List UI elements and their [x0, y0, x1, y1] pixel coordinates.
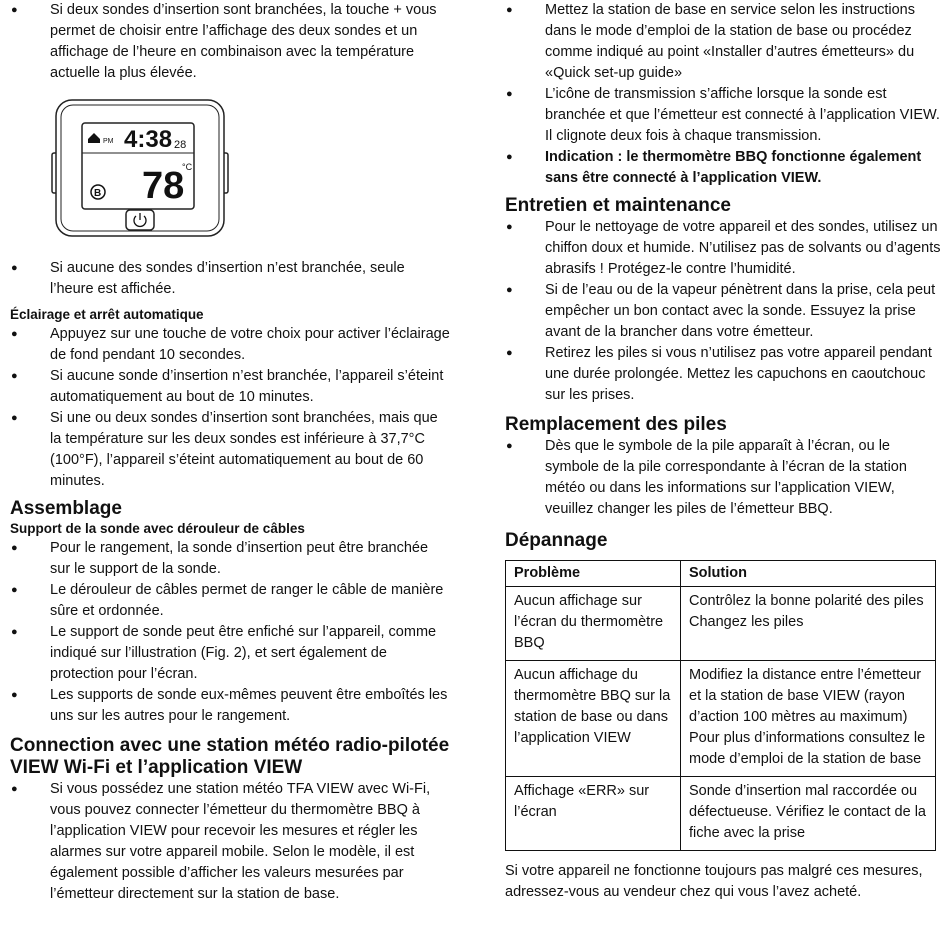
list-item: ● Si aucune sonde d’insertion n’est branchée, l’appareil s’éteint automatiquement au bout de 10 minutes. — [10, 366, 450, 408]
connection-list — [10, 779, 450, 905]
right-column — [505, 0, 942, 903]
list-item: ● Pour le nettoyage de votre appareil et des sondes, utilisez un chiffon doux et humide. N’utilisez pas de solvants ou d’agents abrasifs ! Protégez-le contre l’humidité. — [505, 217, 942, 280]
assembly-subheading: Support de la sonde avec dérouleur de câbles — [10, 521, 305, 536]
thermometer-illustration — [50, 98, 450, 248]
list-item: ● Le support de sonde peut être enfiché sur l’appareil, comme indiqué sur l’illustration (Fig. 2), et sert également de protection pour l’écran. — [10, 622, 450, 685]
troubleshooting-footer: Si votre appareil ne fonctionne toujours pas malgré ces mesures, adressez-vous au vendeur chez qui vous l’avez acheté. — [505, 863, 923, 900]
list-item: ● Le dérouleur de câbles permet de ranger le câble de manière sûre et ordonnée. — [10, 580, 450, 622]
pm-label: PM — [103, 138, 114, 145]
list-item: ● Si une ou deux sondes d’insertion sont branchées, mais que la température sur les deux sondes est inférieure à 37,7°C (100°F), l’appareil s’éteint automatiquement au bout de 60 minutes. — [10, 408, 450, 492]
list-item: ● Mettez la station de base en service selon les instructions dans le mode d’emploi de la station de base ou procédez comme indiqué au point «Installer d’autres émetteurs» du «Quick set-up guide» — [505, 0, 942, 84]
setup-list — [505, 0, 942, 189]
probe-label: B — [94, 188, 102, 199]
troubleshooting-heading: Dépannage — [505, 530, 608, 551]
list-item: ● L’icône de transmission s’affiche lorsque la sonde est branchée et que l’émetteur est connecté à l’application VIEW. Il clignote deux fois à chaque transmission. — [505, 84, 942, 147]
left-column — [10, 0, 450, 905]
thermometer-device-image — [50, 98, 230, 248]
time-readout: 4:38 — [124, 126, 173, 153]
assembly-heading: Assemblage — [10, 498, 122, 519]
table-row — [506, 777, 936, 851]
unit-label: °C — [182, 162, 193, 172]
list-item: ● Les supports de sonde eux-mêmes peuvent être emboîtés les uns sur les autres pour le rangement. — [10, 685, 450, 727]
solution-cell: Contrôlez la bonne polarité des piles Changez les piles — [681, 587, 936, 661]
solution-cell: Modifiez la distance entre l’émetteur et la station de base VIEW (rayon d’action 100 mètres au maximum) Pour plus d’informations consultez le mode d’emploi de la station de base — [681, 661, 936, 777]
list-item: ● Indication : le thermomètre BBQ fonctionne également sans être connecté à l’application VIEW. — [505, 147, 942, 189]
list-item: ● Si aucune des sondes d’insertion n’est branchée, seule l’heure est affichée. — [10, 258, 450, 300]
intro-list — [10, 0, 450, 84]
problem-cell: Aucun affichage du thermomètre BBQ sur la station de base ou dans l’application VIEW — [506, 661, 681, 777]
lighting-list — [10, 324, 450, 492]
list-item: ● Dès que le symbole de la pile apparaît à l’écran, ou le symbole de la pile correspondante à l’écran de la station météo ou dans les informations sur l’application VIEW, veuillez changer les piles de l’émetteur BBQ. — [505, 436, 942, 520]
table-row — [506, 661, 936, 777]
column-header-solution: Solution — [681, 561, 936, 587]
list-item: ● Pour le rangement, la sonde d’insertion peut être branchée sur le support de la sonde. — [10, 538, 450, 580]
maintenance-list — [505, 217, 942, 406]
maintenance-heading: Entretien et maintenance — [505, 195, 731, 216]
list-item: ● Appuyez sur une touche de votre choix pour activer l’éclairage de fond pendant 10 secondes. — [10, 324, 450, 366]
lighting-heading: Éclairage et arrêt automatique — [10, 307, 204, 322]
batteries-heading: Remplacement des piles — [505, 414, 727, 435]
list-item: ● Retirez les piles si vous n’utilisez pas votre appareil pendant une durée prolongée. Mettez les capuchons en caoutchouc sur les prises. — [505, 343, 942, 406]
troubleshooting-table — [505, 560, 936, 851]
list-item: ● Si deux sondes d’insertion sont branchées, la touche + vous permet de choisir entre l’affichage des deux sondes et un affichage de l’heure en combinaison avec la température actuelle la plus élevée. — [10, 0, 450, 84]
batteries-list — [505, 436, 942, 520]
connection-heading: Connection avec une station météo radio-pilotée VIEW Wi-Fi et l’application VIEW — [10, 735, 450, 778]
temperature-readout: 78 — [142, 165, 185, 207]
problem-cell: Aucun affichage sur l’écran du thermomètre BBQ — [506, 587, 681, 661]
solution-cell: Sonde d’insertion mal raccordée ou défectueuse. Vérifiez le contact de la fiche avec la prise — [681, 777, 936, 851]
list-item: ● Si de l’eau ou de la vapeur pénètrent dans la prise, cela peut empêcher un bon contact avec la sonde. Essuyez la prise avant de la brancher dans votre émetteur. — [505, 280, 942, 343]
no-probe-list — [10, 258, 450, 300]
problem-cell: Affichage «ERR» sur l’écran — [506, 777, 681, 851]
seconds-readout: 28 — [174, 139, 187, 151]
assembly-list — [10, 538, 450, 727]
column-header-problem: Problème — [506, 561, 681, 587]
table-header-row — [506, 561, 936, 587]
table-row — [506, 587, 936, 661]
list-item: ● Si vous possédez une station météo TFA VIEW avec Wi-Fi, vous pouvez connecter l’émetteur du thermomètre BBQ à l’application VIEW pour recevoir les mesures et régler les alarmes sur votre appareil mobile. Selon le modèle, il est également possible d’afficher les valeurs mesurées par l’émetteur directement sur la station de base. — [10, 779, 450, 905]
